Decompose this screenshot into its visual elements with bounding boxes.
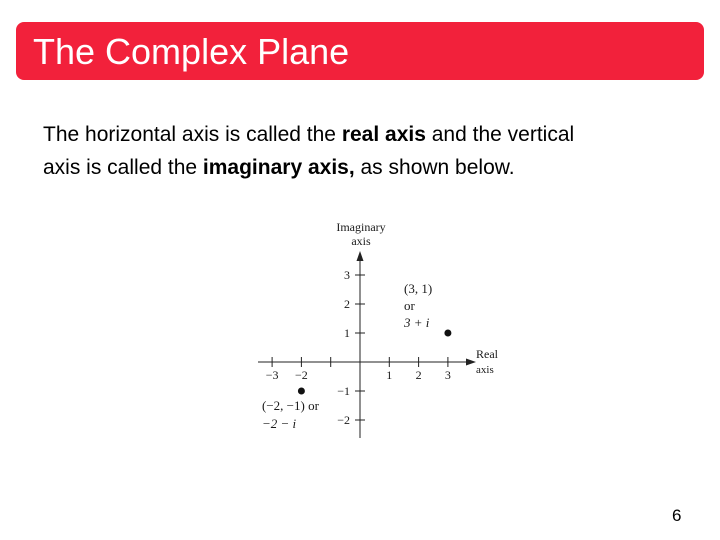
x-ticks [266,357,451,382]
point-neg2-minus-i-label-2: −2 − i [262,416,297,431]
y-tick-label: −1 [337,384,350,398]
term-real-axis: real axis [341,123,426,146]
body-line-2-end: as shown below. [354,156,515,179]
x-tick-label: −3 [265,368,279,382]
imaginary-axis-label: Imaginary [336,220,386,234]
x-tick-label: 2 [415,368,422,382]
point-3-plus-i-label-1: (3, 1) [404,281,433,296]
term-imaginary-axis: imaginary axis, [202,156,355,179]
point-3-plus-i-label-3: 3 + i [404,315,430,330]
point-3-plus-i [444,330,451,337]
point-3-plus-i-label-2: or [404,298,415,313]
x-tick-label: 1 [386,368,393,382]
body-line-1-start: The horizontal axis is called the [43,123,342,146]
page-number: 6 [672,506,682,525]
point-neg2-minus-i-label-1: (−2, −1) or [262,398,319,413]
x-tick-label: 3 [444,368,451,382]
body-line-1-end: and the vertical [425,123,575,146]
y-ticks [337,268,365,427]
y-tick-label: 3 [344,268,350,282]
y-tick-label: 2 [344,297,350,311]
imaginary-axis-label-2: axis [351,234,371,248]
point-neg2-minus-i [298,388,305,395]
imaginary-axis-arrow [357,251,364,261]
slide-title: The Complex Plane [33,31,350,72]
y-tick-label: 1 [344,326,350,340]
y-tick-label: −2 [337,413,350,427]
real-axis-arrow [466,359,476,366]
body-line-2-start: axis is called the [43,156,203,179]
real-axis-label-2: axis [476,364,494,376]
real-axis-label: Real [476,347,498,361]
x-tick-label: −2 [295,368,308,382]
